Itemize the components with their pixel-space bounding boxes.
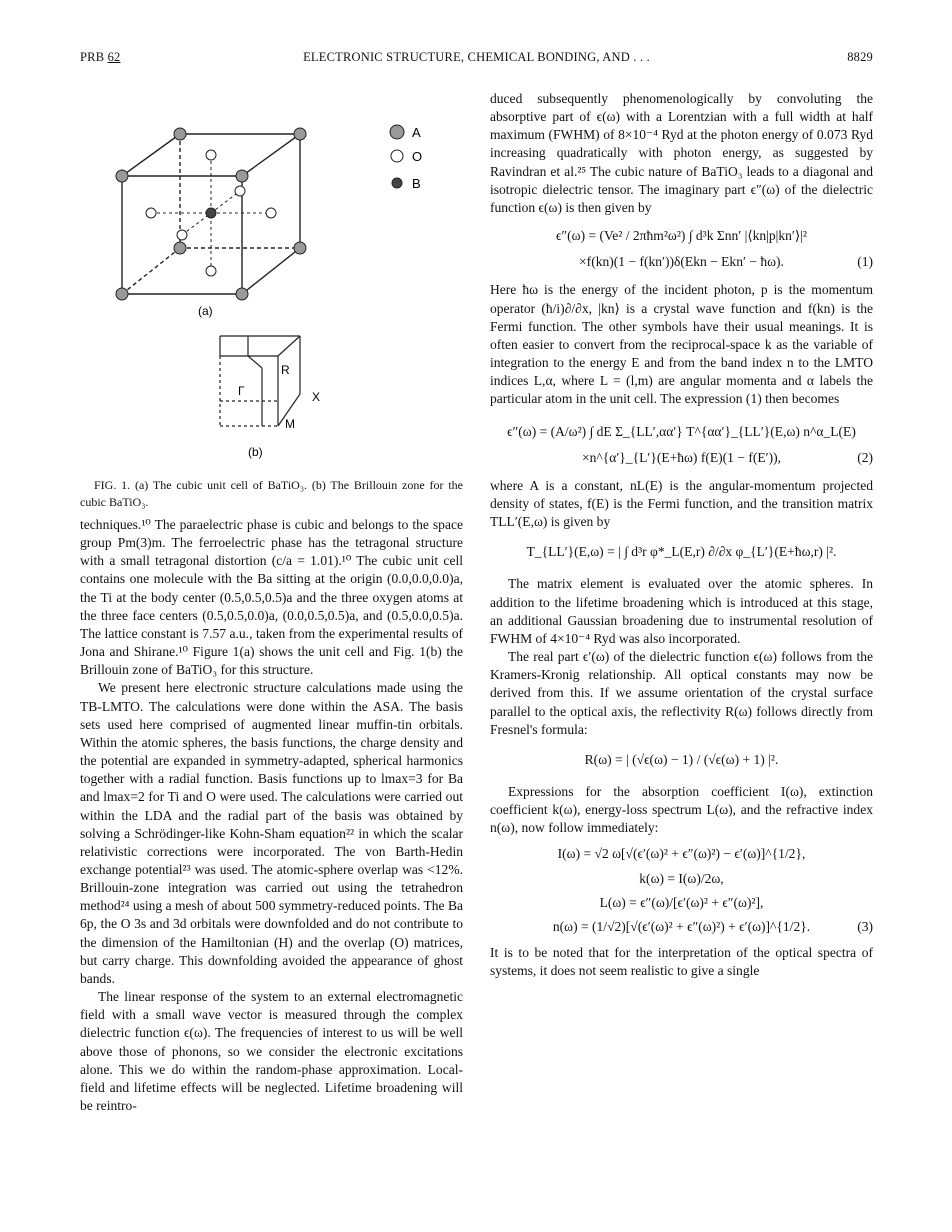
equation-refractive-index-text: n(ω) = (1/√2)[√(ϵ′(ω)² + ϵ″(ω)²) + ϵ′(ω)]^{1/2}. <box>552 918 811 934</box>
equation-2-line-2-text: ×n^{α′}_{L′}(E+ħω) f(E)(1 − f(E′)), <box>581 449 782 465</box>
right-paragraph-2: Here ħω is the energy of the incident photon, p is the momentum operator (ħ/i)∂/∂x, |kn⟩ is a crystal wave function and f(kn) is the Fermi function. The other symbols have their usual meanings. It is often easier to convert from the reciprocal-space k as the variable of integration to the energy E and from the band index n to the LMTO indices L,α, where L = (l,m) are angular momenta and α labels the particular atom in the unit cell. The expression (1) then becomes <box>490 282 873 407</box>
left-paragraph-3: The linear response of the system to an external electromagnetic field with a small wave vector is measured through the complex dielectric function ϵ(ω). The frequencies of interest to us will be well above those of phonons, so we consider the electronic excitations alone. This we do within the random-phase approximation. Local-field and lifetime effects will be neglected. Lifetime broadening will be reintro- <box>80 989 463 1113</box>
equation-1-line-2-text: ×f(kn)(1 − f(kn′))δ(Ekn − Ekn′ − ħω). <box>579 254 784 270</box>
equation-energy-loss: L(ω) = ϵ″(ω)/[ϵ′(ω)² + ϵ″(ω)²], <box>599 894 764 910</box>
figure-1 <box>80 90 463 470</box>
equation-2-number: (2) <box>857 449 873 465</box>
equation-extinction: k(ω) = I(ω)/2ω, <box>639 870 724 886</box>
equation-2-line-1: ϵ″(ω) = (A/ω²) ∫ dE Σ_{LL′,αα′} T^{αα′}_{LL′}(E,ω) n^α_L(E) <box>507 423 856 439</box>
equation-3-number: (3) <box>857 918 873 934</box>
legend-a: A <box>412 125 421 140</box>
label-a: (a) <box>198 304 213 318</box>
legend-b: B <box>412 176 421 191</box>
equation-1-line-1: ϵ″(ω) = (Ve² / 2πħm²ω²) ∫ d³k Σnn′ |⟨kn|p|kn′⟩|² <box>556 228 807 244</box>
equation-transition-matrix: T_{LL′}(E,ω) = | ∫ d³r φ*_L(E,r) ∂/∂x φ_{L′}(E+ħω,r) |². <box>526 544 837 560</box>
bz-r: R <box>281 363 290 377</box>
right-paragraph-5: The real part ϵ′(ω) of the dielectric function ϵ(ω) follows from the Kramers-Kronig relationship. All optical constants may now be derived from this. If we assume orientation of the crystal surface parallel to the optical axis, the reflectivity R(ω) follows directly from Fresnel's formula: <box>490 649 873 737</box>
left-column <box>80 516 463 1115</box>
running-header <box>80 50 873 70</box>
bz-m: M <box>285 417 295 431</box>
left-paragraph-2: We present here electronic structure calculations made using the TB-LMTO. The calculations were done within the ASA. The basis sets used here comprised of augmented linear muffin-tin orbitals. Within the atomic spheres, the basis functions, the charge density and the potential are expanded in symmetry-adapted, spherical harmonics together with a radial function. Basis functions up to lmax=3 for Ba and lmax=2 for Ti and O were used. The calculations were carried out within the LDA and the radial part of the basis was obtained by solving a Schrödinger-like Kohn-Sham equation²² in which the scalar relativistic corrections were incorporated. The von Barth-Hedin exchange potential²³ was used. The atomic-sphere overlap was <12%. Brillouin-zone integration was carried out using the tetrahedron method²⁴ using a mesh of about 500 symmetry-reduced points. The Ba 6p, the O 3s and 3d orbitals were downfolded and do not contribute to the dimension of the Hamiltonian (H) and the overlap (O) matrices, but carry charge. This downfolding avoided the appearance of ghost bands. <box>80 680 463 986</box>
equation-reflectivity: R(ω) = | (√ϵ(ω) − 1) / (√ϵ(ω) + 1) |². <box>584 751 779 767</box>
bz-gamma: Γ <box>238 384 245 398</box>
label-b: (b) <box>248 445 263 459</box>
equation-1-number: (1) <box>857 254 873 270</box>
equation-1-line-2 <box>490 253 873 271</box>
running-title: ELECTRONIC STRUCTURE, CHEMICAL BONDING, AND . . . <box>303 50 650 64</box>
right-paragraph-6: Expressions for the absorption coefficient I(ω), extinction coefficient k(ω), energy-loss spectrum L(ω), and the refractive index n(ω), now follow immediately: <box>490 784 873 836</box>
equation-absorption: I(ω) = √2 ω[√(ϵ′(ω)² + ϵ″(ω)²) − ϵ′(ω)]^{1/2}, <box>557 846 806 862</box>
journal-volume: PRB 62 <box>80 50 121 64</box>
figure-caption: FIG. 1. (a) The cubic unit cell of BaTiO₃. (b) The Brillouin zone for the cubic BaTiO₃. <box>80 478 463 509</box>
right-paragraph-4: The matrix element is evaluated over the atomic spheres. In addition to the lifetime broadening which is introduced at this stage, an additional Gaussian broadening due to instrumental resolution of FWHM of 4×10⁻⁴ Ryd was also incorporated. <box>490 576 873 646</box>
left-paragraph-1: techniques.¹⁰ The paraelectric phase is cubic and belongs to the space group Pm(3)m. The ferroelectric phase has the tetragonal structure with a small tetragonal distortion (c/a = 1.01).¹⁰ The cubic unit cell contains one molecule with the Ba sitting at the origin (0.0,0.0,0.0)a, the Ti at the body center (0.5,0.5,0.5)a and the three oxygen atoms at the three face centers (0.5,0.5,0.0)a, (0.0,0.5,0.5)a, and (0.5,0.0,0.5)a. The lattice constant is 7.57 a.u., taken from the experimental results of Jona and Shirane.¹⁰ Figure 1(a) shows the unit cell and Fig. 1(b) the Brillouin zone of BaTiO₃ for this structure. <box>80 517 463 678</box>
right-paragraph-7: It is to be noted that for the interpretation of the optical spectra of systems, it does not seem realistic to give a single <box>490 945 873 979</box>
right-paragraph-3: where A is a constant, nL(E) is the angular-momentum projected density of states, f(E) is the Fermi function, and the transition matrix TLL′(E,ω) is given by <box>490 477 873 530</box>
legend-o: O <box>412 149 423 164</box>
equation-2-line-2 <box>490 449 873 467</box>
equation-refractive-index <box>490 918 873 936</box>
bz-x: X <box>312 390 321 404</box>
page-number: 8829 <box>847 50 873 64</box>
right-paragraph-1: duced subsequently phenomenologically by convoluting the absorptive part of ϵ(ω) with a Lorentzian with a full width at half maximum (FWHM) of 8×10⁻⁴ Ryd at the photon energy of 0.073 Ryd increasing quadratically with photon energy, as suggested by Ravindran et al.²⁵ The cubic nature of BaTiO₃ leads to a diagonal and isotropic dielectric tensor. The imaginary part ϵ″(ω) of the dielectric function ϵ(ω) is then given by <box>490 91 873 215</box>
right-column <box>490 90 873 980</box>
figure-1-drawing <box>80 90 463 470</box>
